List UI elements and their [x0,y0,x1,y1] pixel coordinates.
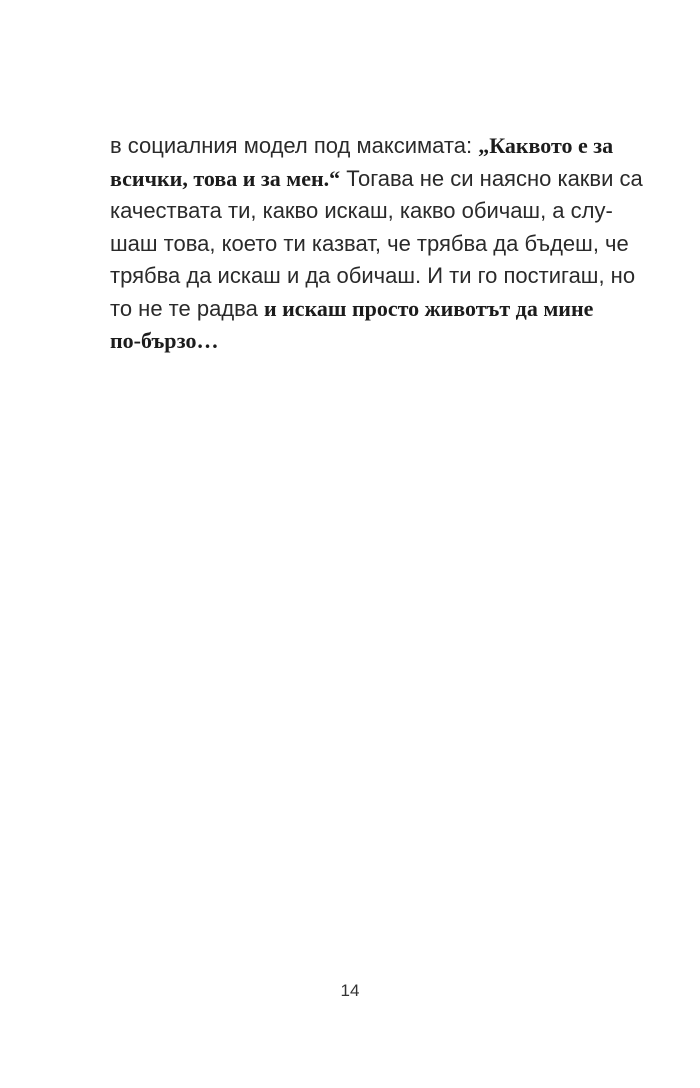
line-1-regular-text: в социалния модел под максимата: [110,133,479,158]
text-line-4 [110,228,629,261]
text-line-2 [110,163,643,196]
line-1-bold-text: „Каквото е за [478,133,614,158]
line-4-regular-text: шаш това, което ти казват, че трябва да бъдеш, че [110,230,629,256]
line-6-bold-text: и искаш просто животът да мине [263,295,594,321]
text-line-6 [110,293,594,326]
text-line-1 [110,130,614,163]
text-line-5 [110,260,636,293]
page-number: 14 [340,981,360,1000]
line-2-bold-text: всички, това и за мен.“ [110,165,341,191]
text-line-7 [110,325,588,358]
line-5-regular-text: трябва да искаш и да обичаш. И ти го постигаш, но [110,263,636,288]
line-3-regular-text: качествата ти, какво искаш, какво обичаш, а слу- [110,198,613,223]
line-2-regular-text: Тогава не си наясно какви са [340,165,643,191]
body-paragraph [110,130,643,358]
text-line-3 [110,195,613,228]
line-6-regular-text: то не те радва [110,295,264,321]
line-7-bold-text: по-бързо… [110,328,219,353]
